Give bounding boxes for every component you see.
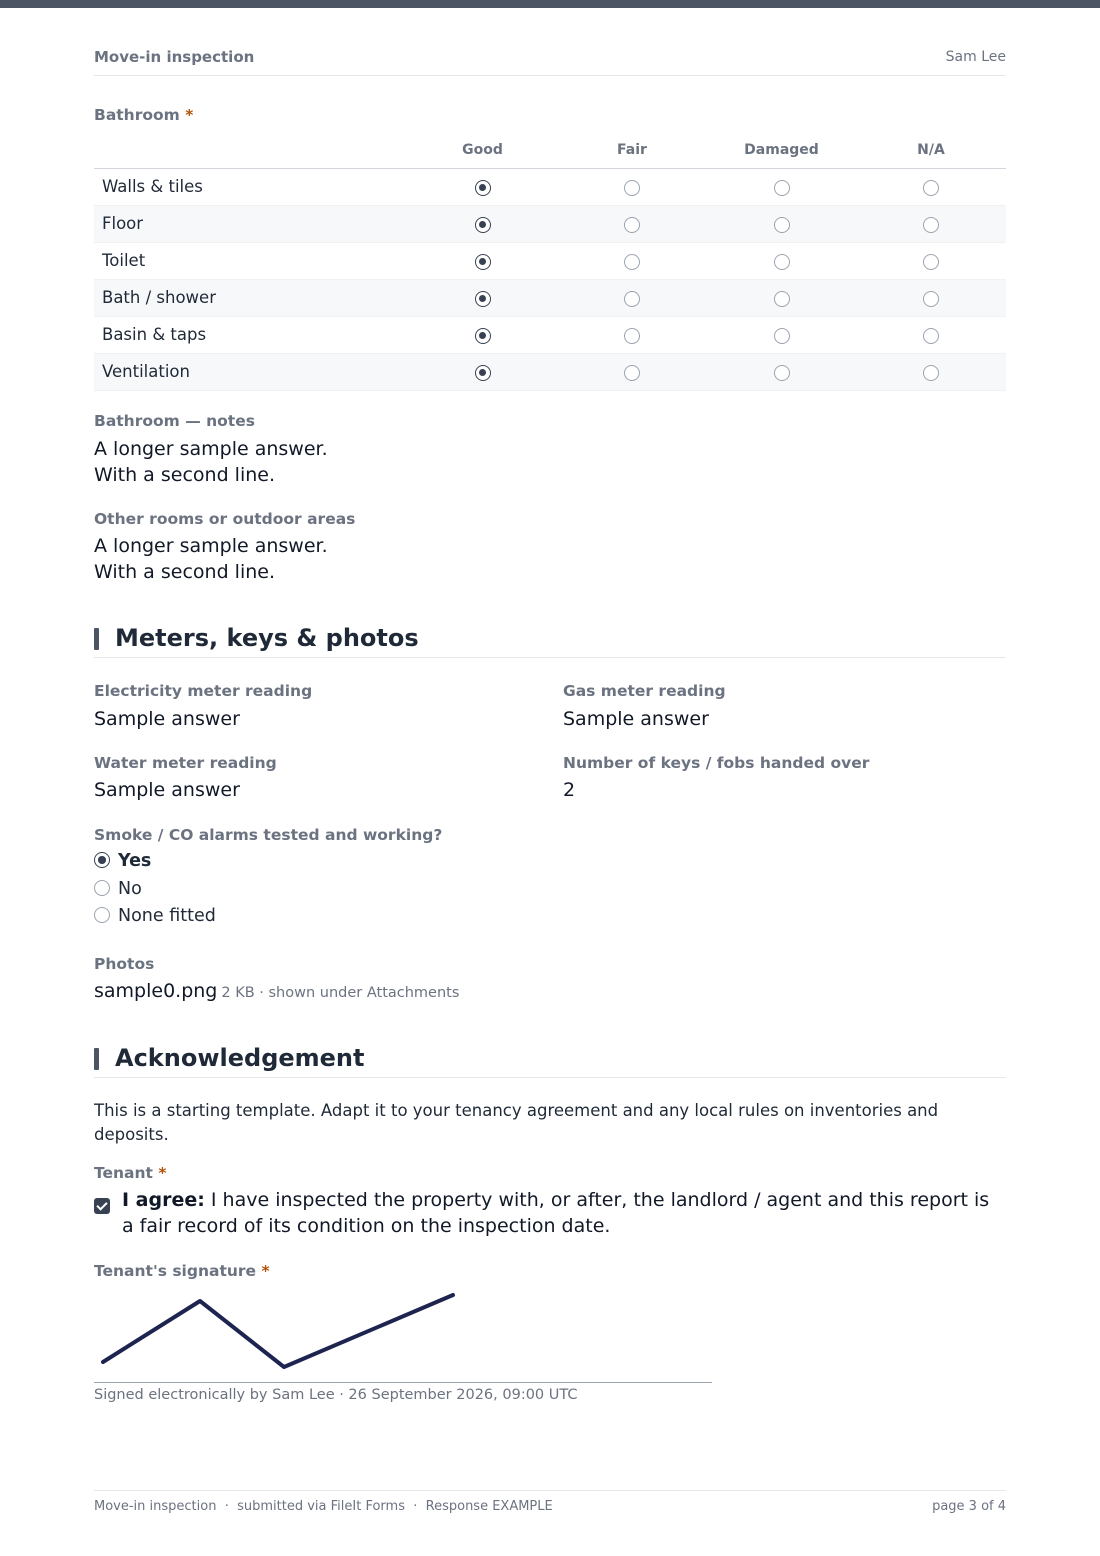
answer-line: A longer sample answer.	[94, 438, 328, 460]
matrix-cell-good[interactable]	[408, 353, 557, 390]
matrix-cell-good[interactable]	[408, 168, 557, 205]
radio-empty-icon	[94, 907, 110, 923]
radio-empty-icon[interactable]	[774, 180, 790, 196]
required-marker: *	[185, 106, 194, 124]
signature-line	[94, 1382, 712, 1383]
water-label: Water meter reading	[94, 754, 277, 772]
radio-selected-icon	[94, 852, 110, 868]
page-header	[94, 48, 1006, 76]
acknowledgement-intro: This is a starting template. Adapt it to your tenancy agreement and any local rules on inventories and deposits.	[94, 1101, 939, 1144]
required-marker: *	[158, 1164, 167, 1182]
matrix-row-label: Floor	[94, 205, 408, 242]
radio-empty-icon[interactable]	[774, 254, 790, 270]
radio-empty-icon[interactable]	[923, 365, 939, 381]
matrix-cell-damaged[interactable]	[707, 168, 856, 205]
matrix-row-label: Ventilation	[94, 353, 408, 390]
answer-line: With a second line.	[94, 561, 275, 583]
signature-label	[94, 1262, 270, 1280]
matrix-cell-na[interactable]	[856, 353, 1006, 390]
radio-selected-icon[interactable]	[475, 328, 491, 344]
form-title: Move-in inspection	[94, 48, 255, 66]
section-acknowledgement	[94, 1038, 1006, 1078]
bathroom-label	[94, 106, 193, 124]
signature-drawing	[94, 1285, 714, 1381]
matrix-cell-damaged[interactable]	[707, 279, 856, 316]
file-name[interactable]: sample0.png	[94, 980, 218, 1002]
radio-empty-icon[interactable]	[923, 217, 939, 233]
answer-line: A longer sample answer.	[94, 535, 328, 557]
keys-answer: 2	[563, 779, 576, 801]
matrix-cell-fair[interactable]	[557, 353, 707, 390]
matrix-cell-damaged[interactable]	[707, 242, 856, 279]
footer-info: Move-in inspection · submitted via FileIt Forms · Response EXAMPLE	[94, 1499, 553, 1514]
water-answer: Sample answer	[94, 779, 240, 801]
matrix-row	[94, 168, 1006, 205]
matrix-row	[94, 353, 1006, 390]
matrix-row-label: Walls & tiles	[94, 168, 408, 205]
page-footer	[94, 1490, 1006, 1520]
other-rooms-label: Other rooms or outdoor areas	[94, 510, 356, 528]
matrix-row-label: Bath / shower	[94, 279, 408, 316]
matrix-cell-fair[interactable]	[557, 316, 707, 353]
option-label: Yes	[118, 851, 152, 871]
option-label: None fitted	[118, 906, 216, 926]
radio-empty-icon[interactable]	[774, 365, 790, 381]
matrix-cell-na[interactable]	[856, 168, 1006, 205]
bathroom-notes-label: Bathroom — notes	[94, 412, 255, 430]
matrix-cell-good[interactable]	[408, 205, 557, 242]
photos-label: Photos	[94, 955, 155, 973]
matrix-cell-na[interactable]	[856, 205, 1006, 242]
radio-empty-icon[interactable]	[774, 291, 790, 307]
option-label: No	[118, 879, 142, 899]
bathroom-label-text: Bathroom	[94, 106, 180, 124]
respondent-name: Sam Lee	[945, 49, 1006, 65]
signature-meta: Signed electronically by Sam Lee · 26 September 2026, 09:00 UTC	[94, 1387, 578, 1403]
radio-selected-icon[interactable]	[475, 180, 491, 196]
matrix-cell-fair[interactable]	[557, 279, 707, 316]
column-header-good: Good	[408, 132, 557, 168]
radio-empty-icon[interactable]	[923, 180, 939, 196]
matrix-cell-damaged[interactable]	[707, 353, 856, 390]
tenant-label	[94, 1164, 166, 1182]
matrix-row	[94, 205, 1006, 242]
matrix-cell-fair[interactable]	[557, 168, 707, 205]
radio-empty-icon[interactable]	[624, 217, 640, 233]
agree-bold: I agree:	[122, 1189, 205, 1211]
matrix-row	[94, 242, 1006, 279]
matrix-cell-na[interactable]	[856, 316, 1006, 353]
bathroom-matrix	[94, 132, 1006, 391]
other-rooms-answer	[94, 533, 328, 585]
radio-empty-icon[interactable]	[923, 291, 939, 307]
checkbox-checked-icon[interactable]	[94, 1198, 110, 1214]
page-number: page 3 of 4	[932, 1499, 1006, 1514]
electricity-answer: Sample answer	[94, 708, 240, 730]
matrix-cell-na[interactable]	[856, 279, 1006, 316]
matrix-cell-fair[interactable]	[557, 205, 707, 242]
column-header-damaged: Damaged	[707, 132, 856, 168]
matrix-row	[94, 316, 1006, 353]
matrix-cell-fair[interactable]	[557, 242, 707, 279]
matrix-cell-good[interactable]	[408, 316, 557, 353]
radio-empty-icon[interactable]	[624, 180, 640, 196]
electricity-label: Electricity meter reading	[94, 682, 313, 700]
alarm-option-none-fitted[interactable]	[94, 906, 216, 926]
matrix-cell-damaged[interactable]	[707, 316, 856, 353]
section-accent-bar	[94, 628, 99, 650]
matrix-row-label: Toilet	[94, 242, 408, 279]
matrix-cell-damaged[interactable]	[707, 205, 856, 242]
matrix-cell-good[interactable]	[408, 279, 557, 316]
radio-empty-icon[interactable]	[923, 254, 939, 270]
radio-selected-icon[interactable]	[475, 217, 491, 233]
file-meta: 2 KB · shown under Attachments	[221, 985, 460, 1001]
matrix-cell-good[interactable]	[408, 242, 557, 279]
tenant-label-text: Tenant	[94, 1164, 153, 1182]
radio-empty-icon[interactable]	[624, 291, 640, 307]
keys-label: Number of keys / fobs handed over	[563, 754, 870, 772]
signature-label-text: Tenant's signature	[94, 1262, 257, 1280]
answer-line: With a second line.	[94, 464, 275, 486]
matrix-cell-na[interactable]	[856, 242, 1006, 279]
photo-attachment	[94, 980, 459, 1002]
radio-selected-icon[interactable]	[475, 365, 491, 381]
section-title: Acknowledgement	[115, 1044, 365, 1072]
column-header-fair: Fair	[557, 132, 707, 168]
required-marker: *	[261, 1262, 270, 1280]
section-accent-bar	[94, 1048, 99, 1070]
gas-answer: Sample answer	[563, 708, 709, 730]
radio-empty-icon[interactable]	[624, 254, 640, 270]
section-title: Meters, keys & photos	[115, 624, 419, 652]
radio-selected-icon[interactable]	[475, 254, 491, 270]
matrix-row	[94, 279, 1006, 316]
radio-empty-icon[interactable]	[923, 328, 939, 344]
section-meters	[94, 618, 1006, 658]
alarms-label: Smoke / CO alarms tested and working?	[94, 826, 443, 844]
agree-text: I have inspected the property with, or after, the landlord / agent and this report is a fair record of its condition on the inspection date.	[122, 1189, 990, 1237]
agreement-statement	[122, 1187, 1006, 1239]
radio-empty-icon[interactable]	[774, 217, 790, 233]
matrix-corner	[94, 132, 408, 168]
gas-label: Gas meter reading	[563, 682, 726, 700]
bathroom-notes-answer	[94, 436, 328, 488]
top-accent-bar	[0, 0, 1100, 8]
radio-empty-icon	[94, 880, 110, 896]
radio-empty-icon[interactable]	[624, 328, 640, 344]
radio-empty-icon[interactable]	[774, 328, 790, 344]
matrix-row-label: Basin & taps	[94, 316, 408, 353]
alarm-option-no[interactable]	[94, 879, 142, 899]
radio-empty-icon[interactable]	[624, 365, 640, 381]
radio-selected-icon[interactable]	[475, 291, 491, 307]
alarm-option-yes[interactable]	[94, 851, 151, 871]
column-header-na: N/A	[856, 132, 1006, 168]
matrix-header-row	[94, 132, 1006, 168]
